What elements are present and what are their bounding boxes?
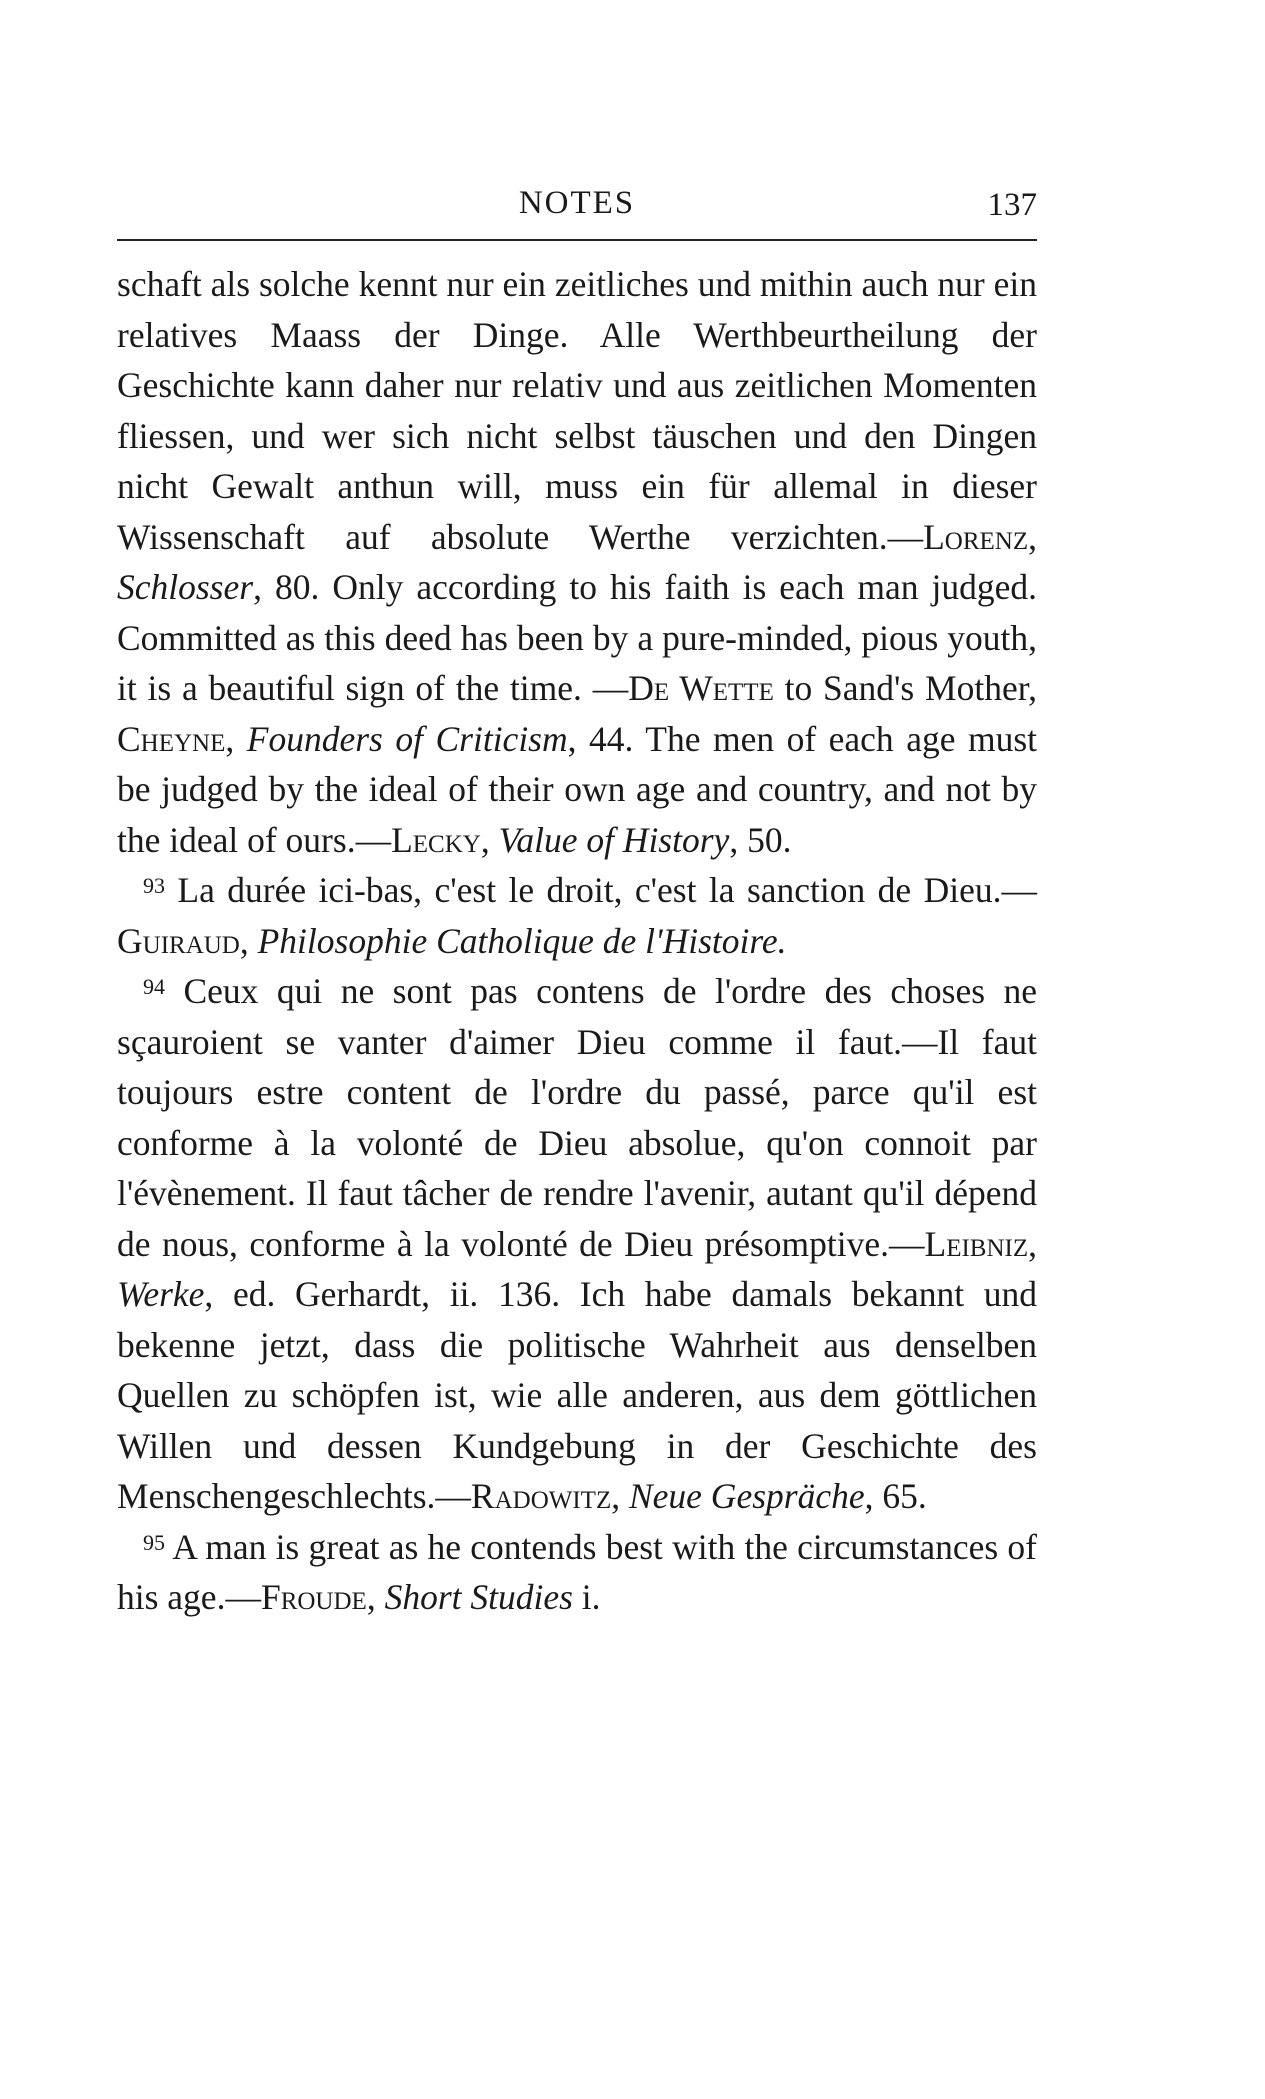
note-number: 93 <box>143 873 165 898</box>
author-radowitz: Radowitz <box>470 1476 612 1516</box>
running-title: NOTES <box>518 185 636 221</box>
text: La durée ici-bas, c'est le droit, c'est la sanction de Dieu.— <box>165 870 1037 910</box>
text: , <box>225 718 247 759</box>
note-number: 94 <box>143 974 165 999</box>
note-93 <box>117 865 1037 966</box>
header-rule <box>117 239 1037 241</box>
text: , <box>480 819 499 860</box>
work-title: Neue Gespräche <box>628 1476 865 1516</box>
author-leibniz: Leibniz <box>924 1223 1029 1264</box>
text: , <box>239 920 258 961</box>
work-title: Philosophie Catholique de l'Histoire. <box>257 920 787 961</box>
author-lorenz: Lorenz <box>923 516 1029 557</box>
text: i. <box>572 1577 601 1617</box>
author-cheyne: Cheyne <box>117 718 226 759</box>
author-froude: Froude <box>260 1577 367 1617</box>
note-continuation <box>117 259 1037 865</box>
text: to Sand's Mother, <box>773 668 1037 708</box>
author-de-wette: De Wette <box>628 668 774 708</box>
text: , ed. Gerhardt, ii. 136. Ich habe damals bekannt und bekenne jetzt, dass die politische Wahrheit aus denselben Quellen zu schöpfen ist, wie alle anderen, aus dem göttlichen Willen und dessen Kundgebung in der Geschichte des Menschengeschlechts.— <box>117 1274 1037 1516</box>
text: , 44. The men of each age must be judged by the ideal of their own age and country, and not by the ideal of ours.— <box>117 718 1038 860</box>
author-lecky: Lecky <box>391 819 481 860</box>
text: , <box>1028 516 1037 557</box>
text: , 50. <box>729 819 792 860</box>
book-page <box>117 185 1037 1623</box>
text: , <box>1028 1223 1037 1264</box>
text: , <box>611 1476 629 1516</box>
note-94 <box>117 966 1037 1522</box>
text: , 80. Only according to his faith is each man judged. Committed as this deed has been by a pure-minded, pious youth, it is a beautiful sign of the time. — <box>117 567 1037 708</box>
running-header <box>117 185 1037 229</box>
work-title: Short Studies <box>384 1577 573 1617</box>
work-title: Founders of Criticism <box>246 718 568 759</box>
author-guiraud: Guiraud <box>117 920 240 961</box>
work-title: Schlosser <box>117 567 254 607</box>
text: A man is great as he contends best with the circumstances of his age.— <box>117 1526 1037 1617</box>
note-95 <box>117 1522 1037 1623</box>
text: , 65. <box>864 1476 927 1516</box>
text: , <box>366 1577 385 1617</box>
note-number: 95 <box>143 1529 165 1555</box>
work-title: Value of History <box>498 819 730 860</box>
text: schaft als solche kennt nur ein zeitliches und mithin auch nur ein relatives Maass der Dinge. Alle Werthbeurtheilung der Geschichte kann daher nur relativ und aus zeitlichen Momenten fliessen, und wer sich nicht selbst täuschen und den Dingen nicht Gewalt anthun will, muss ein für allemal in dieser Wissenschaft auf absolute Werthe verzichten.— <box>117 264 1037 557</box>
page-number: 137 <box>987 187 1037 223</box>
text: Ceux qui ne sont pas contens de l'ordre des choses ne sçauroient se vanter d'aimer Dieu comme il faut.—Il faut toujours estre content de l'ordre du passé, parce qu'il est conforme à la volonté de Dieu absolue, qu'on connoit par l'évènement. Il faut tâcher de rendre l'avenir, autant qu'il dépend de nous, conforme à la volonté de Dieu présomptive.— <box>117 971 1037 1264</box>
notes-body <box>117 259 1037 1623</box>
work-title: Werke <box>117 1274 205 1314</box>
